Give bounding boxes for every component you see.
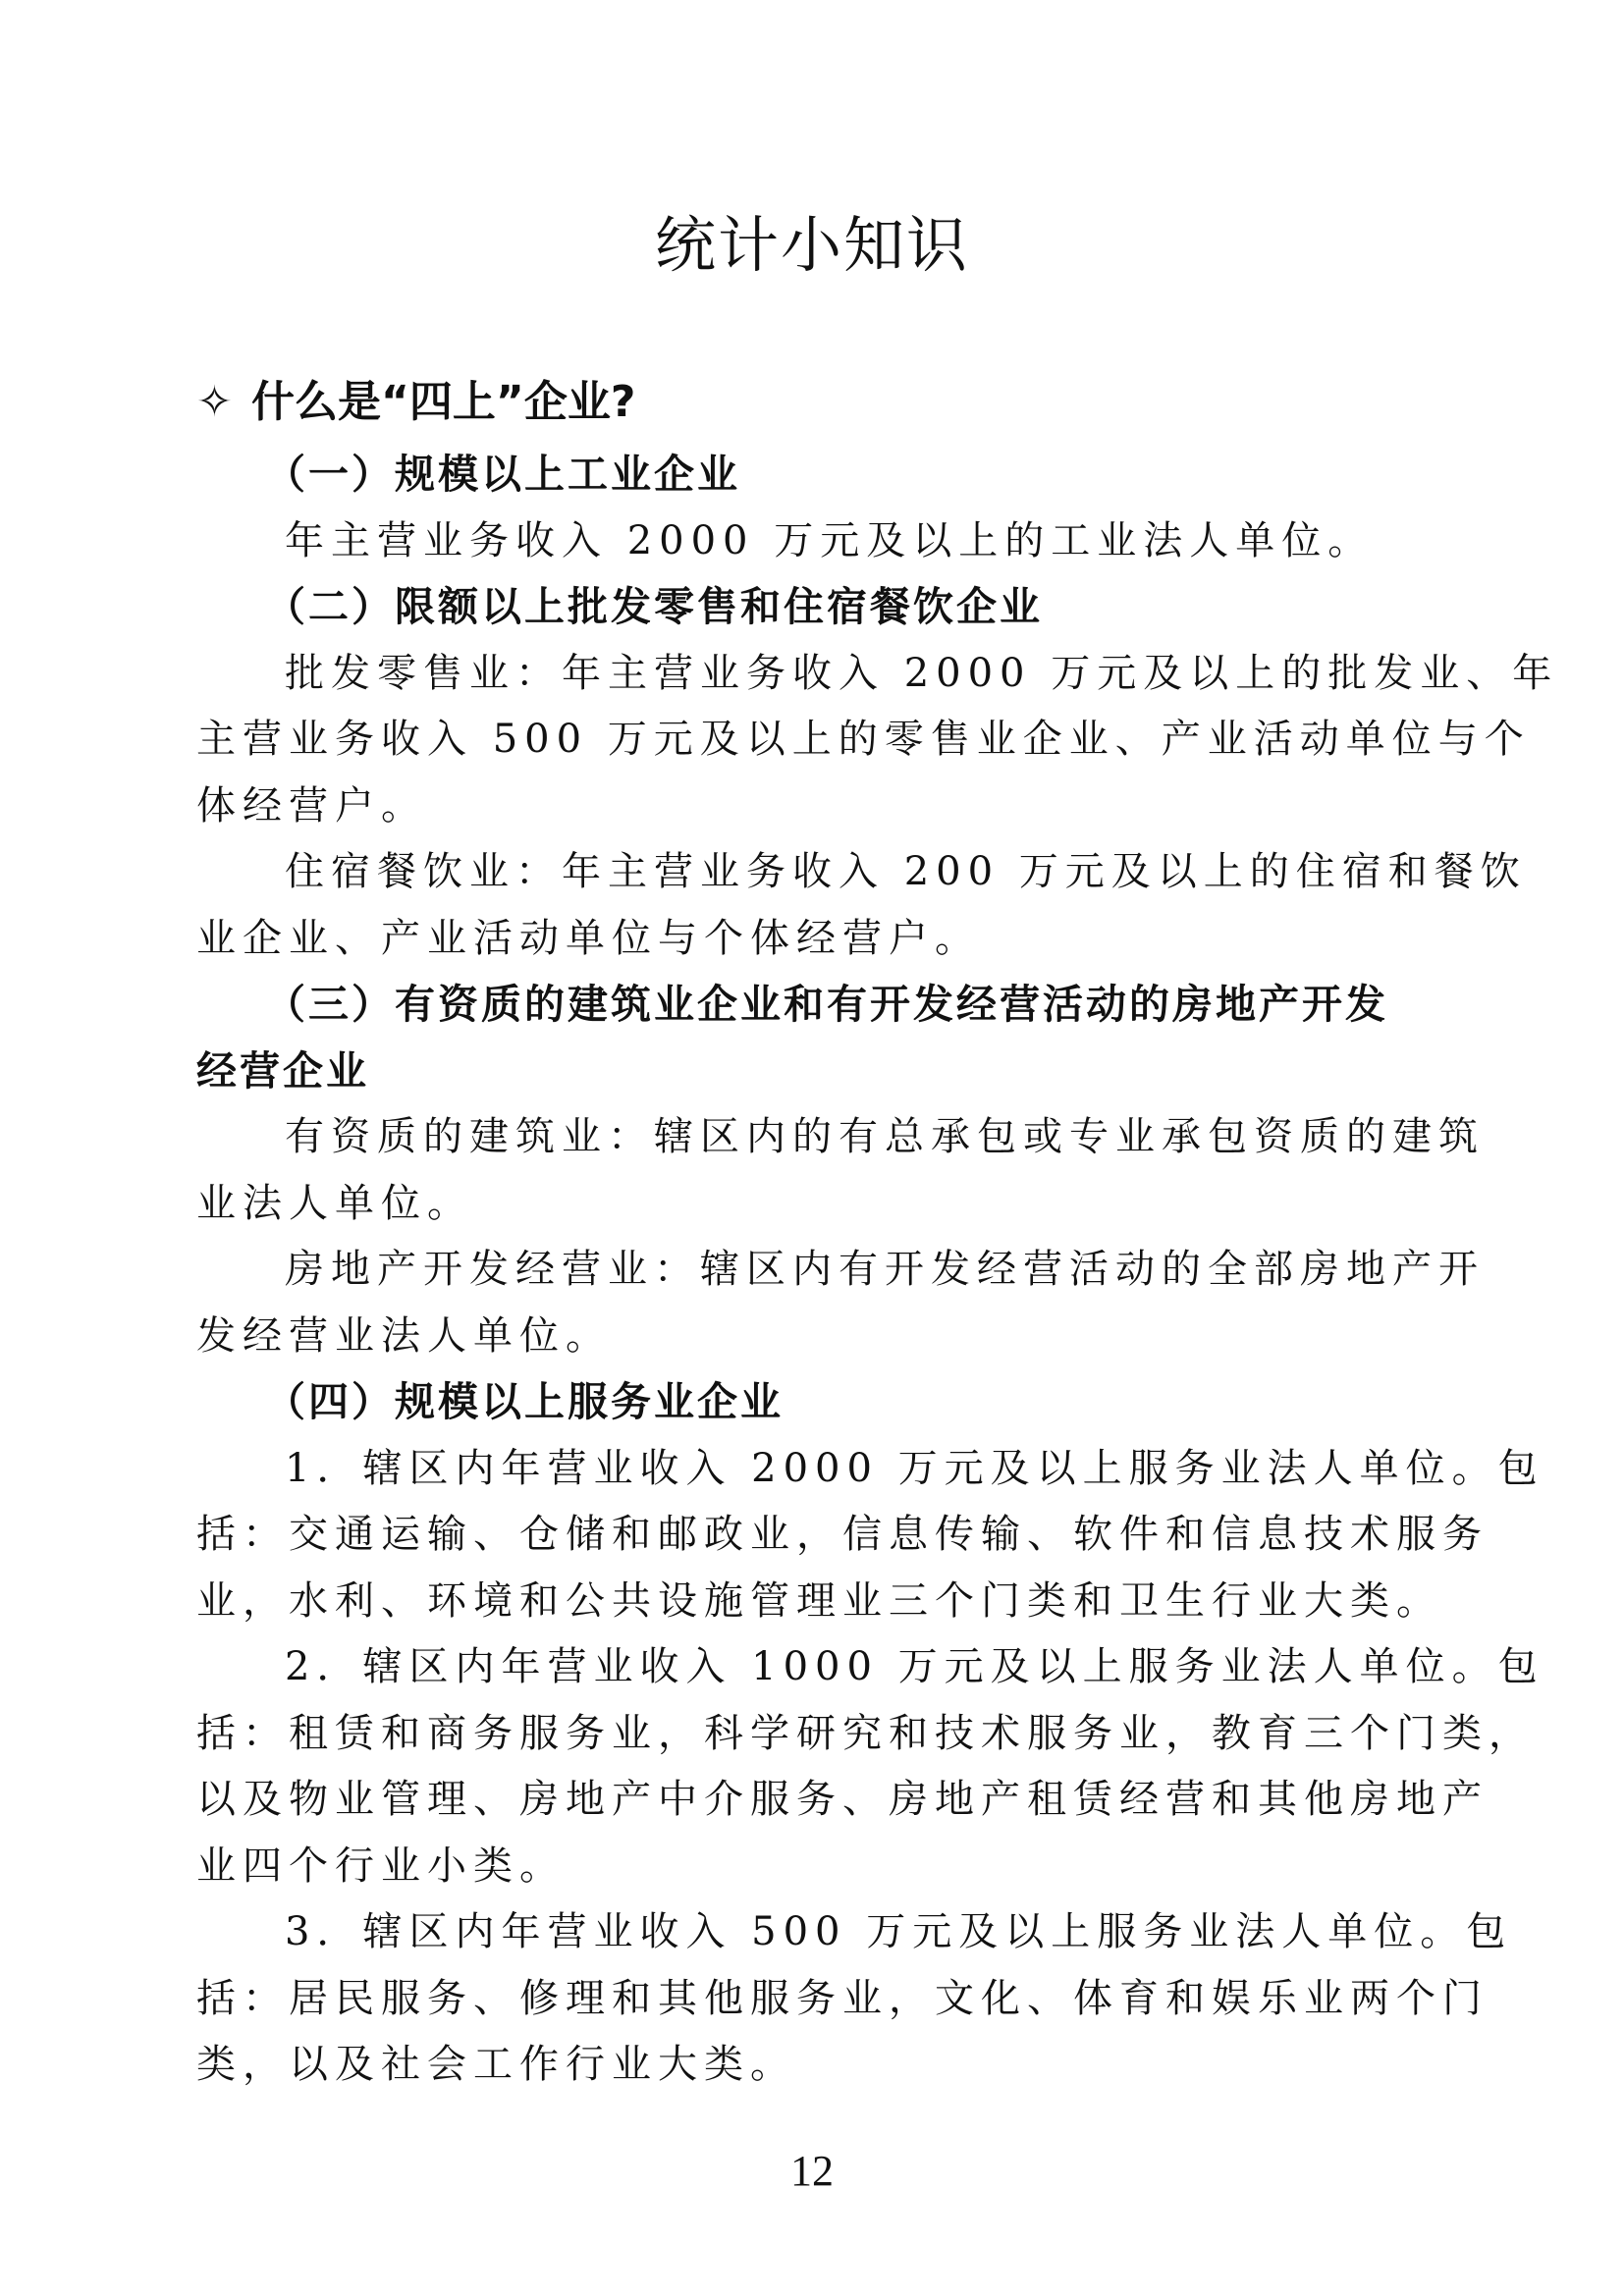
subheading-4: （四）规模以上服务业企业: [265, 1378, 784, 1425]
paragraph-line: 批发零售业：年主营业务收入 2000 万元及以上的批发业、年: [285, 650, 1559, 696]
paragraph-line: 3．辖区内年营业收入 500 万元及以上服务业法人单位。包: [285, 1909, 1513, 1954]
paragraph-line: 业法人单位。: [196, 1180, 473, 1226]
page-title: 统计小知识: [654, 209, 969, 281]
paragraph-line: 业，水利、环境和公共设施管理业三个门类和卫生行业大类。: [196, 1577, 1442, 1624]
question-text: 什么是“四上”企业?: [251, 377, 636, 427]
paragraph-line: 有资质的建筑业：辖区内的有总承包或专业承包资质的建筑: [285, 1114, 1485, 1159]
document-body: [196, 442, 1559, 2099]
paragraph-line: 住宿餐饮业：年主营业务收入 200 万元及以上的住宿和餐饮: [285, 849, 1527, 894]
paragraph-line: 以及物业管理、房地产中介服务、房地产租赁经营和其他房地产: [196, 1777, 1489, 1822]
paragraph-line: 括：租赁和商务服务业，科学研究和技术服务业，教育三个门类，: [196, 1710, 1535, 1756]
paragraph-line: 类，以及社会工作行业大类。: [196, 2042, 796, 2087]
page-number: 12: [790, 2147, 834, 2195]
paragraph-line: 主营业务收入 500 万元及以上的零售业企业、产业活动单位与个: [196, 717, 1531, 762]
subheading-3: （三）有资质的建筑业企业和有开发经营活动的房地产开发: [265, 981, 1388, 1028]
section-question: [196, 373, 635, 432]
paragraph-line: 房地产开发经营业：辖区内有开发经营活动的全部房地产开: [285, 1247, 1485, 1292]
paragraph-line: 业四个行业小类。: [196, 1842, 566, 1889]
paragraph-line: 1．辖区内年营业收入 2000 万元及以上服务业法人单位。包: [285, 1445, 1544, 1491]
paragraph-line: 括：交通运输、仓储和邮政业，信息传输、软件和信息技术服务: [196, 1512, 1489, 1557]
paragraph-line: 业企业、产业活动单位与个体经营户。: [196, 915, 981, 961]
paragraph-line: 发经营业法人单位。: [196, 1312, 612, 1359]
paragraph-line: 2．辖区内年营业收入 1000 万元及以上服务业法人单位。包: [285, 1644, 1544, 1689]
paragraph-line: 括：居民服务、修理和其他服务业，文化、体育和娱乐业两个门: [196, 1975, 1489, 2021]
subheading-2: （二）限额以上批发零售和住宿餐饮企业: [265, 583, 1043, 630]
paragraph-line: 年主营业务收入 2000 万元及以上的工业法人单位。: [285, 517, 1375, 563]
subheading-3-cont: 经营企业: [196, 1046, 369, 1095]
paragraph-line: 体经营户。: [196, 782, 427, 828]
diamond-bullet-icon: ✧: [196, 377, 233, 427]
subheading-1: （一）规模以上工业企业: [265, 451, 740, 498]
